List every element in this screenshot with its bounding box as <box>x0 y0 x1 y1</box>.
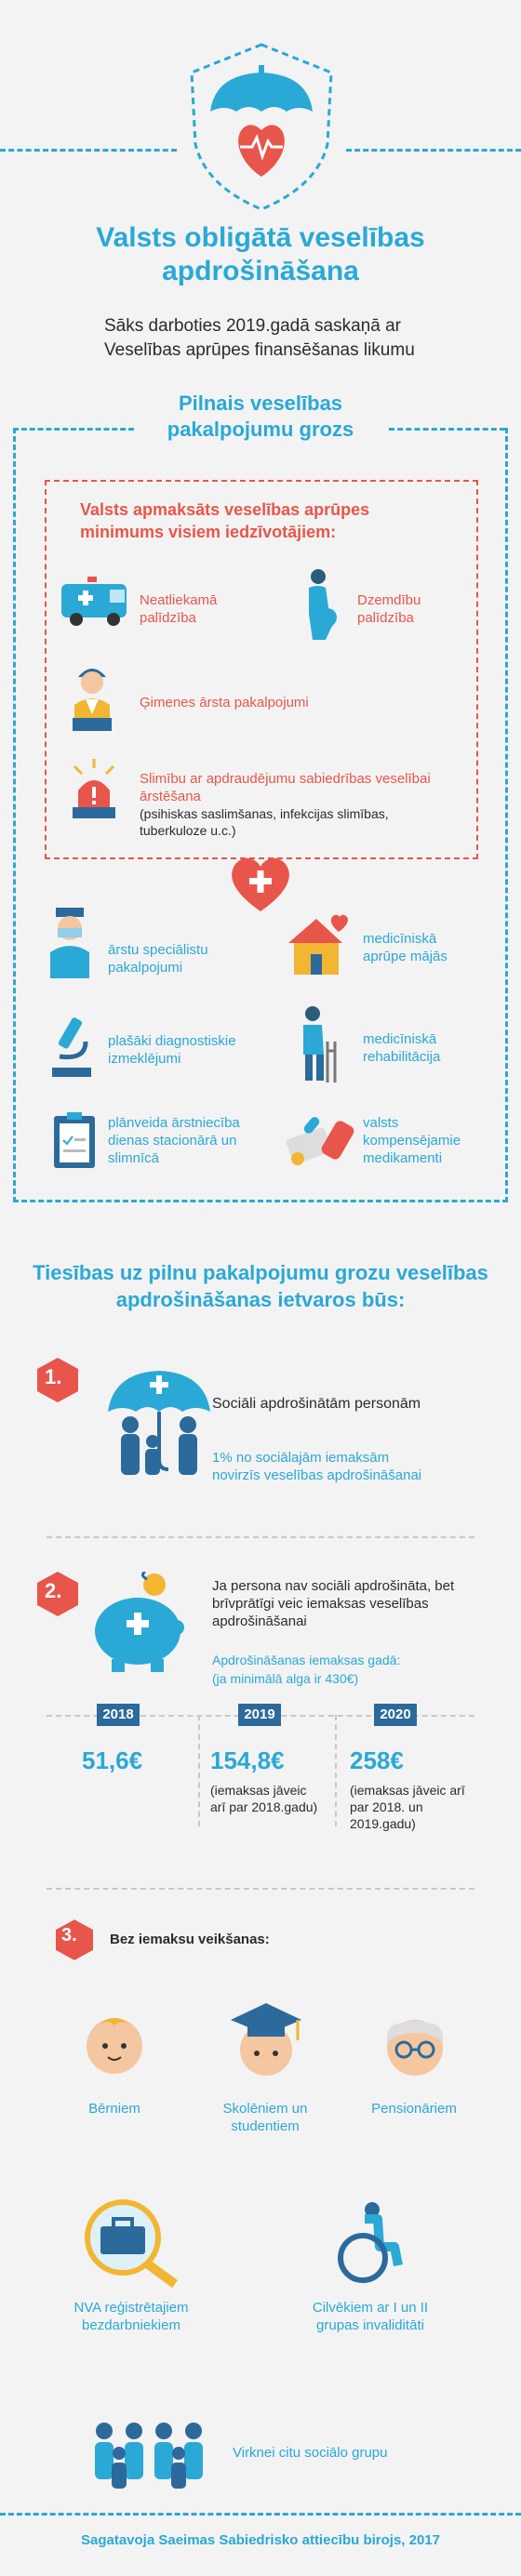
basket-top-left <box>13 428 134 431</box>
header-divider-left <box>0 149 177 152</box>
group-other: Virknei citu sociālo grupu <box>233 2445 388 2461</box>
shield-umbrella-icon <box>182 37 341 214</box>
year-2019-tag: 2019 <box>238 1704 281 1726</box>
minimum-item-family-doctor: Ģimenes ārsta pakalpojumi <box>140 695 309 710</box>
extra-item-inpatient: plānveida ārstniecība dienas stacionārā un slimnīcā <box>108 1115 240 1166</box>
year-2018-tag: 2018 <box>97 1704 140 1726</box>
minimum-item-maternity: Dzemdību palīdzība <box>357 592 421 626</box>
heart-plus-icon <box>227 854 294 913</box>
group-children: Bērniem <box>88 2101 140 2117</box>
section-1-text: Sociāli apdrošinātām personām <box>212 1396 421 1412</box>
extra-item-specialists: ārstu speciālistu pakalpojumi <box>108 942 208 976</box>
section-2-number: 2. <box>45 1579 62 1602</box>
section-2-note: Apdrošināšanas iemaksas gadā: <box>212 1653 401 1667</box>
extra-item-home-care: medicīniskā aprūpe mājās <box>363 931 448 964</box>
year-2020-tag: 2020 <box>374 1704 417 1726</box>
social-group-icon <box>86 2416 225 2490</box>
section-2-text: Ja persona nav sociāli apdrošināta, bet brīvprātīgi veic iemaksas veselības apdrošināšanai <box>212 1578 455 1629</box>
graduation-cap-icon <box>229 1999 303 2079</box>
pensioner-face-icon <box>380 2012 450 2079</box>
section-3-number: 3. <box>61 1925 77 1945</box>
note-2020: (iemaksas jāveic arī par 2018. un 2019.gadu) <box>350 1783 465 1831</box>
microscope-icon <box>48 1014 95 1079</box>
section-2-note-2: (ja minimālā alga ir 430€) <box>212 1671 359 1686</box>
minimum-item-public-health-note: (psihiskas saslimšanas, infekcijas slimības, tuberkuloze u.c.) <box>140 806 389 838</box>
rehabilitation-icon <box>292 1004 339 1082</box>
doctor-icon <box>69 660 115 731</box>
home-care-icon <box>285 911 352 976</box>
timeline-tick-2020 <box>335 1715 337 1826</box>
minimum-title: Valsts apmaksāts veselības aprūpes minimums visiem iedzīvotājiem: <box>80 500 370 541</box>
timeline-tick-2019 <box>198 1715 200 1826</box>
basket-title: Pilnais veselības pakalpojumu grozs <box>167 392 354 441</box>
section-divider-1 <box>47 1536 474 1538</box>
wheelchair-icon <box>333 2200 407 2286</box>
clipboard-icon <box>52 1112 97 1168</box>
footer-divider <box>0 2513 521 2516</box>
header-divider-right <box>346 149 521 152</box>
minimum-item-public-health: Slimību ar apdraudējumu sabiedrības veselībai ārstēšana <box>140 771 431 804</box>
group-students: Skolēniem un studentiem <box>222 2101 308 2134</box>
family-umbrella-icon <box>99 1367 220 1479</box>
basket-top-right <box>389 428 505 431</box>
group-unemployed: NVA reģistrētajiem bezdarbniekiem <box>73 2300 189 2333</box>
extra-item-diagnostics: plašāki diagnostiskie izmeklējumi <box>108 1033 236 1067</box>
rights-title: Tiesības uz pilnu pakalpojumu grozu veselības apdrošināšanas ietvaros būs: <box>33 1261 488 1311</box>
section-3-text: Bez iemaksu veikšanas: <box>110 1932 270 1947</box>
pregnant-woman-icon <box>298 567 344 642</box>
specialist-doctor-icon <box>48 908 91 978</box>
child-face-icon <box>82 2012 147 2078</box>
group-disabled: Cilvēkiem ar I un II grupas invaliditāti <box>312 2300 429 2333</box>
medicines-icon <box>279 1116 357 1168</box>
page-subtitle: Sāks darboties 2019.gadā saskaņā ar Veselības aprūpes finansēšanas likumu <box>104 316 415 360</box>
minimum-item-emergency: Neatliekamā palīdzība <box>140 592 218 626</box>
section-divider-2 <box>47 1888 474 1890</box>
extra-item-medicines: valsts kompensējamie medikamenti <box>363 1115 461 1166</box>
page-title: Valsts obligātā veselības apdrošināšana <box>96 222 425 286</box>
note-2019: (iemaksas jāveic arī par 2018.gadu) <box>210 1783 318 1814</box>
section-1-note: 1% no sociālajām iemaksām novirzīs veselības apdrošināšanai <box>212 1450 422 1483</box>
briefcase-magnifier-icon <box>80 2195 182 2288</box>
amount-2018: 51,6€ <box>82 1746 143 1774</box>
ambulance-icon <box>60 577 134 629</box>
extra-item-rehabilitation: medicīniskā rehabilitācija <box>363 1031 441 1065</box>
group-pensioners: Pensionāriem <box>371 2101 457 2117</box>
footer-credit: Sagatavoja Saeimas Sabiedrisko attiecību birojs, 2017 <box>80 2532 440 2548</box>
alarm-light-icon <box>69 759 119 822</box>
amount-2020: 258€ <box>350 1746 404 1774</box>
section-1-number: 1. <box>45 1365 62 1388</box>
piggy-bank-icon <box>84 1572 195 1674</box>
amount-2019: 154,8€ <box>210 1746 285 1774</box>
